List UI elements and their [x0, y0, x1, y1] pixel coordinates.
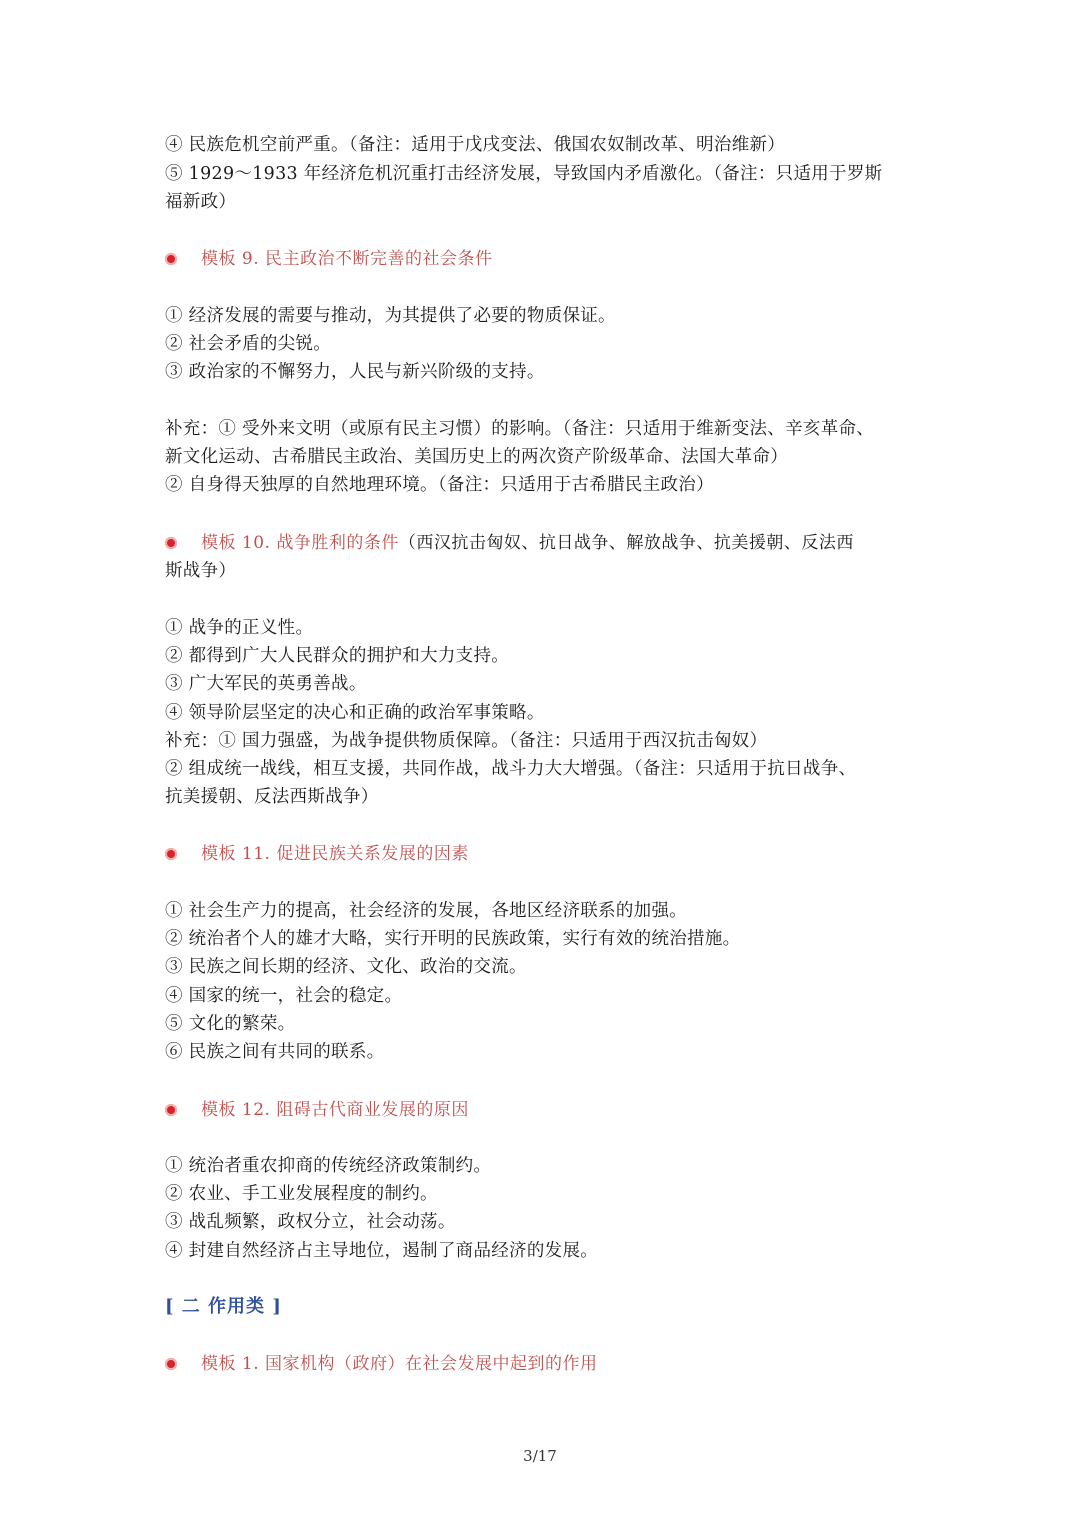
bullet-icon — [165, 253, 177, 265]
text-line: ④ 领导阶层坚定的决心和正确的政治军事策略。 — [165, 703, 545, 723]
text-line: ② 社会矛盾的尖锐。 — [165, 334, 332, 354]
template-heading-b1 — [165, 1350, 598, 1378]
text-line: ② 统治者个人的雄才大略，实行开明的民族政策，实行有效的统治措施。 — [165, 929, 741, 949]
text-line: ① 社会生产力的提高，社会经济的发展，各地区经济联系的加强。 — [165, 901, 688, 921]
text-line: ④ 国家的统一，社会的稳定。 — [165, 986, 403, 1006]
text-line: ② 自身得天独厚的自然地理环境。（备注：只适用于古希腊民主政治） — [165, 475, 714, 495]
text-line: 补充：① 国力强盛，为战争提供物质保障。（备注：只适用于西汉抗击匈奴） — [165, 731, 768, 751]
template-heading-11 — [165, 840, 469, 868]
text-line: ⑤ 1929～1933 年经济危机沉重打击经济发展，导致国内矛盾激化。（备注：只适用于罗斯 — [165, 164, 883, 184]
heading-text: 模板 1. 国家机构（政府）在社会发展中起到的作用 — [201, 1354, 598, 1374]
heading-text: 模板 11. 促进民族关系发展的因素 — [201, 844, 469, 864]
text-line: ② 组成统一战线，相互支援，共同作战，战斗力大大增强。（备注：只适用于抗日战争、 — [165, 759, 857, 779]
text-line: ⑥ 民族之间有共同的联系。 — [165, 1042, 385, 1062]
text-line: ④ 封建自然经济占主导地位，遏制了商品经济的发展。 — [165, 1241, 599, 1261]
template-heading-9 — [165, 245, 493, 273]
bullet-icon — [165, 1104, 177, 1116]
text-line: 福新政） — [165, 192, 237, 212]
heading-text: 模板 9. 民主政治不断完善的社会条件 — [201, 249, 493, 269]
text-line: ① 经济发展的需要与推动，为其提供了必要的物质保证。 — [165, 306, 616, 326]
template-heading-10 — [165, 529, 854, 557]
text-line: 补充：① 受外来文明（或原有民主习惯）的影响。（备注：只适用于维新变法、辛亥革命、 — [165, 419, 875, 439]
text-line: ⑤ 文化的繁荣。 — [165, 1014, 296, 1034]
text-line: 抗美援朝、反法西斯战争） — [165, 787, 379, 807]
text-line: ③ 战乱频繁，政权分立，社会动荡。 — [165, 1212, 456, 1232]
section-title: [ 二 作用类 ] — [165, 1296, 282, 1317]
bullet-icon — [165, 1358, 177, 1370]
heading-text: 模板 12. 阻碍古代商业发展的原因 — [201, 1100, 469, 1120]
heading-tail: （西汉抗击匈奴、抗日战争、解放战争、抗美援朝、反法西 — [398, 533, 854, 553]
text-line: ③ 民族之间长期的经济、文化、政治的交流。 — [165, 957, 527, 977]
page-number: 3/17 — [523, 1447, 557, 1465]
text-line: 新文化运动、古希腊民主政治、美国历史上的两次资产阶级革命、法国大革命） — [165, 447, 788, 467]
text-line: ② 都得到广大人民群众的拥护和大力支持。 — [165, 646, 510, 666]
text-line: ② 农业、手工业发展程度的制约。 — [165, 1184, 438, 1204]
text-line: ③ 政治家的不懈努力，人民与新兴阶级的支持。 — [165, 362, 545, 382]
text-line: ④ 民族危机空前严重。（备注：适用于戊戌变法、俄国农奴制改革、明治维新） — [165, 135, 786, 155]
text-line: 斯战争） — [165, 561, 237, 581]
text-line: ③ 广大军民的英勇善战。 — [165, 674, 367, 694]
heading-text: 模板 10. 战争胜利的条件 — [201, 533, 399, 553]
bullet-icon — [165, 848, 177, 860]
text-line: ① 统治者重农抑商的传统经济政策制约。 — [165, 1156, 492, 1176]
bullet-icon — [165, 537, 177, 549]
template-heading-12 — [165, 1096, 469, 1124]
text-line: ① 战争的正义性。 — [165, 618, 314, 638]
